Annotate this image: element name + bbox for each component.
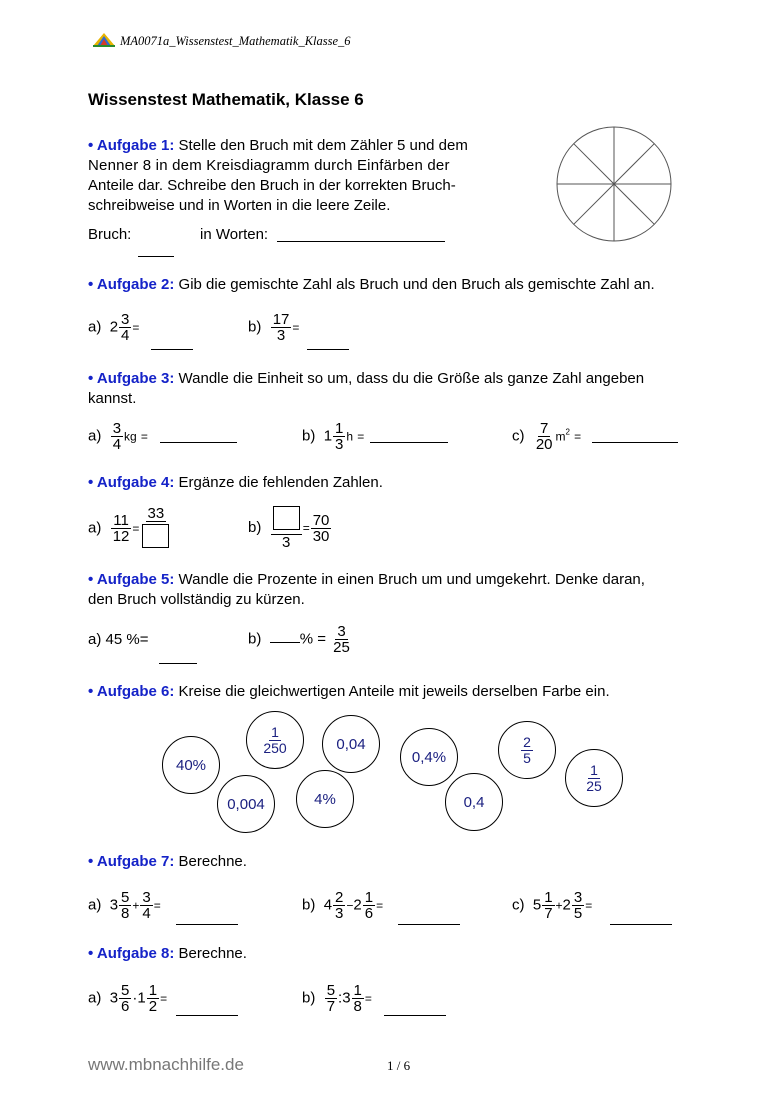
task-5-text: • Aufgabe 5: Wandle die Prozente in einen Bruch um und umgekehrt. Denke daran, den Bruch vollständig zu kürzen. — [88, 571, 645, 608]
task-7c: c) 5 $\frac{1}{7}$ +2 $\frac{3}{5}$ = — [512, 889, 593, 922]
value-circle-1-25[interactable]: $\frac{1}{25}$ — [565, 749, 623, 807]
task-3b: b) 1 $\frac{1}{3}$ h = — [302, 420, 365, 453]
worte-label: in Worten: — [200, 226, 269, 243]
page-number: 1 / 6 — [387, 1058, 411, 1073]
task-7b-answer-line[interactable] — [398, 924, 460, 925]
task-3-text: • Aufgabe 3: Wandle die Einheit so um, dass du die Größe als ganze Zahl angeben kannst. — [88, 370, 645, 407]
task-4a-answer-box[interactable] — [142, 524, 169, 548]
task-2-text: • Aufgabe 2: Gib die gemischte Zahl als Bruch und den Bruch als gemischte Zahl an. — [88, 276, 655, 293]
task-3c-answer-line[interactable] — [592, 442, 678, 443]
task-4-text: • Aufgabe 4: Ergänze die fehlenden Zahlen. — [88, 474, 383, 491]
task-7a: a) 3 $\frac{5}{8}$ + $\frac{3}{4}$ = — [88, 889, 161, 922]
value-circle-0-4pct[interactable]: 0,4% — [400, 728, 458, 786]
doc-id: MA0071a_Wissenstest_Mathematik_Klasse_6 — [120, 34, 351, 48]
task-3b-answer-line[interactable] — [370, 442, 448, 443]
task-5b-answer-line[interactable] — [270, 642, 300, 643]
task-3a: a) $\frac{3}{4}$ kg = — [88, 420, 148, 453]
task-2b-answer-line[interactable] — [307, 349, 349, 350]
task-5b: b) % = $\frac{3}{25}$ — [248, 623, 350, 656]
value-circle-0-04[interactable]: 0,04 — [322, 715, 380, 773]
task-2b: b) $\frac{17}{3}$ = — [248, 311, 300, 344]
task-7b: b) 4 $\frac{2}{3}$ −2 $\frac{1}{6}$ = — [302, 889, 384, 922]
worte-answer-line[interactable] — [277, 241, 445, 242]
task-1-text: • Aufgabe 1: Stelle den Bruch mit dem Zähler 5 und dem Nenner 8 in dem Kreisdiagramm durch Einfärben der Anteile dar. Schreibe den Bruch in der korrekten Bruch- schreibweise und in Worten in die leere Zeile. — [88, 137, 468, 214]
task-7-text: • Aufgabe 7: Berechne. — [88, 853, 247, 870]
task-6-text: • Aufgabe 6: Kreise die gleichwertigen Anteile mit jeweils derselben Farbe ein. — [88, 683, 610, 700]
task-5a: a) 45 %= — [88, 631, 149, 648]
value-circle-0-4[interactable]: 0,4 — [445, 773, 503, 831]
task-3c: c) $\frac{7}{20}$ $m^2$ = — [512, 420, 582, 453]
page-title: Wissenstest Mathematik, Klasse 6 — [88, 90, 364, 109]
footer-site: www.mbnachhilfe.de — [88, 1055, 244, 1074]
task-4b-answer-box[interactable] — [273, 506, 300, 530]
task-2a: a) 2 $\frac{3}{4}$ = — [88, 311, 140, 344]
task-8a-answer-line[interactable] — [176, 1015, 238, 1016]
bruch-answer-line[interactable] — [138, 256, 174, 257]
value-circle-4pct[interactable]: 4% — [296, 770, 354, 828]
task-4a: a) $\frac{11}{12}$ = 33 — [88, 506, 172, 551]
task-8-text: • Aufgabe 8: Berechne. — [88, 945, 247, 962]
value-circle-1-250[interactable]: $\frac{1}{250}$ — [246, 711, 304, 769]
pie-chart-eighths[interactable] — [553, 126, 675, 242]
value-circle-0-004[interactable]: 0,004 — [217, 775, 275, 833]
task-7a-answer-line[interactable] — [176, 924, 238, 925]
value-circle-40pct[interactable]: 40% — [162, 736, 220, 794]
task-5a-answer-line[interactable] — [159, 663, 197, 664]
value-circle-2-5[interactable]: $\frac{2}{5}$ — [498, 721, 556, 779]
task-3a-answer-line[interactable] — [160, 442, 237, 443]
task-8b-answer-line[interactable] — [384, 1015, 446, 1016]
task-7c-answer-line[interactable] — [610, 924, 672, 925]
task-4b: b) 3 = $\frac{70}{30}$ — [248, 506, 332, 550]
logo-icon — [93, 33, 115, 47]
task-8a: a) 3 $\frac{5}{6}$ ·1 $\frac{1}{2}$ = — [88, 982, 168, 1015]
bruch-label: Bruch: — [88, 226, 132, 243]
task-2a-answer-line[interactable] — [151, 349, 193, 350]
task-8b: b) $\frac{5}{7}$ :3 $\frac{1}{8}$ = — [302, 982, 372, 1015]
